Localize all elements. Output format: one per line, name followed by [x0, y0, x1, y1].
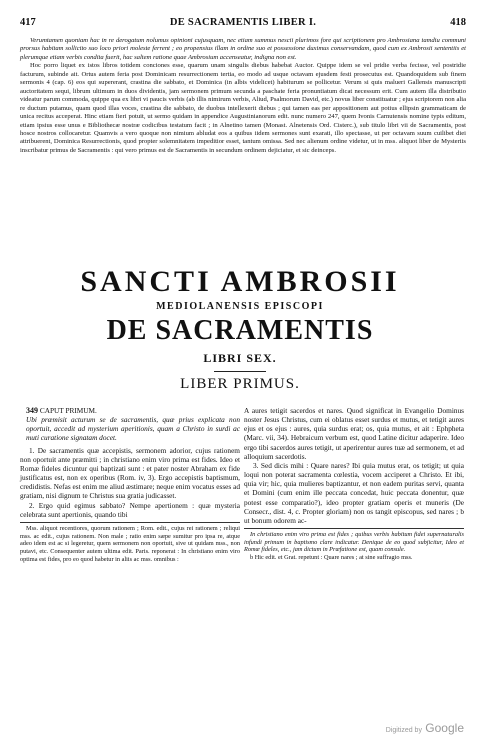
footnote: In christiano enim viro prima est fides ; quibus verbis habitum fidei supernaturalis infundi primum in baptismo clare indicatur. Denique de eo quod subjicitur, Ideo et Romæ fideles, etc., jam dictum in Præfatione est, quam consule.: [244, 531, 464, 554]
body-paragraph: A aures tetigit sacerdos et nares. Quod significat in Evangelio Dominus noster Jesus Christus, cum ei oblatus esset surdus et mutus, et tetigit aures ejus et os ejus : aures, quia surdus erat; os, quia mutus, et ait : Ephpheta (Marc. vii, 34). Hebraicum verbum est, quod Latine dicitur adaperire. Ideo ergo tibi sacerdos aures tetigit, ut aperirentur aures tuæ ad sermonem, et ad alloquium sacerdotis.: [244, 406, 464, 461]
right-column: [244, 406, 464, 562]
chapter-label: CAPUT PRIMUM.: [39, 406, 97, 415]
body-paragraph: 3. Sed dicis mihi : Quare nares? Ibi quia mutus erat, os tetigit; ut quia loqui non poterat sacramenta cœlestia, vocem acciperet a Christo. Et ibi, quia vir; hic, quia mulieres baptizantur, et non eadem puritas servi, quanta et Domini (cum enim ille peccata concedat, huic peccata donentur, quæ potest esse comparatio?), ideo propter gratiam operis et muneris (De Consecr., dist. 4, c. Propter gloriam) non os tangit episcopus, sed nares ; b ut bonum odorem ac-: [244, 460, 464, 525]
author-subtitle: MEDIOLANENSIS EPISCOPI: [156, 301, 324, 312]
page-number-right: 418: [450, 17, 466, 28]
watermark-prefix: Digitized by: [385, 727, 422, 734]
footnote-divider: [20, 522, 240, 523]
title-divider: [214, 371, 266, 372]
google-watermark: [386, 721, 464, 735]
body-paragraph: 2. Ergo quid egimus sabbato? Nempe apertionem : quæ mysteria celebrata sunt apertionis, quando tibi: [20, 500, 240, 519]
footnote: Mss. aliquot recentiores, quorum rationem ; Rom. edit., cujus rei rationem ; reliqui mss. ac edit., cujus rationem. Non male ; ratio enim sæpe sumitur pro ipsa re, atque adeo idem est ac si legeretur, quem sermonem non oportuit, sive ut quidam mss., non putavi, etc. Consequenter autem ultima edit. Paris. reponerat : In christiano enim viro optima est fides, pro eo quod habetur in aliis ac mss. omnibus :: [20, 524, 240, 563]
intro-paragraph: Verumtamen quoniam hac in re derogatum nolumus opinioni cujusquam, nec etiam summus nescii plurimos fore qui scriptionem pro Ambrosiana tamdiu communi prorsus habitam sollicito suo loco priori moleste ferrent ; eo propensius illam in ordine suo et possessione duximus conservandam, quod cum ex Ambrosii sententiis et plerumque etiam verbis condita fuerit, hac saltem ratione quae Ambrosium accenseatur, indigna non est.: [20, 37, 466, 61]
body-paragraph: 1. De sacramentis quæ accepistis, sermonem adorior, cujus rationem non oportuit ante præmitti ; in christiano enim viro prima est fides. Ideo et Romæ fideles dicuntur qui baptizati sunt : et pater noster Abraham ex fide justificatus est, non ex operibus (Rom. iv, 3). Ergo accepistis baptismum, credidistis. Nefas est enim me aliud æstimare; neque enim vocatus esses ad gratiam, nisi dignum te Christus sua gratia judicasset.: [20, 445, 240, 501]
intro-paragraph: Hoc porro liquet ex istos libros totidem conciones esse, quarum unam singulis diebus habebat Auctor. Quippe idem se vel pridie verba fecisse, vel postridie facturum, subinde ait. Ortus autem feria post Dominicam resurrectionem tertia, eo modo ad usque octavam ejusdem festi prosecutus est. Quandoquidem sub finem sermonis 4 (cap. 6) eos qui supererant, crastina die sabbato, et Dominica (in albis videlicet) habiturum se pollicetur. Verum si quis malueri Gallensis manuscripti auctoritatem sequi, librum ultimum in duos dividentis, jam sermonem primum secunda a paschate feria pronuntiatum dicat necessum erit. Cum autem illa distributio videatur parum commoda, quippe qua ex libri vi paucis verbis (ab illis nimirum verbis, Aliud, Psalmorum David, etc.) novus liber constituatur ; ejus scriptorem non alia re ductum putamus, quam quod illas voces, crastina die sabbato, de duobus intellexerit diebus ; qui tamen eas per appositionem aut potius ellipsin grammaticam de unica recitus acceperat. Hinc etiam fieri potuit, ut sermo quidam in appendice Augustinianorum edit. nunc numero 247, quem Ivonis Carnutensis nomine typis editum, etiam ipsius esse unus e Bibliothecæ nostræ codicibus testatum facit ; in Alnetino tamen (Monast. Alnetensis Ord. Cisterc.), sub titulo libri vii de Sacramentis, post hosce nostros collocaretur. Quamvis a vero quoque non nimium abludat eos a quibus iidem sermones sunt exarati, illo spectasse, ut per octavam suum cuilibet diei attribuerent, Dominica Resurrectionis, quod propter solemnitatem impeditior esset, tantum omissa. Sed nec alienum ordine videtur, ut in mss. aliquot liber de Mysteriis inscribatur primus de Sacramentis : qui vero primus est de Sacramentis in secundum ordinem dejiciatur, et sic deinceps.: [20, 62, 466, 154]
watermark-brand: Google: [425, 721, 464, 735]
running-title: DE SACRAMENTIS LIBER I.: [169, 17, 317, 28]
chapter-heading: [26, 406, 240, 415]
left-column: [20, 406, 240, 563]
footnote: b Hic edit. et Grat. repetunt : Quare nares ; at sine suffragio mss.: [250, 554, 413, 562]
footnote-divider: [244, 528, 464, 529]
column-number: 349: [26, 406, 38, 415]
books-count: LIBRI SEX.: [203, 351, 277, 365]
page-number-left: 417: [20, 17, 36, 28]
introductory-note: [20, 37, 466, 155]
book-heading: LIBER PRIMUS.: [180, 376, 300, 392]
page-header: [20, 17, 466, 31]
work-author-title: SANCTI AMBROSII: [80, 265, 400, 298]
chapter-summary: Ubi præmisit acturum se de sacramentis, quæ prius explicata non oportuit, accedit ad mysterium aperitionis, quam a Christo in surdi ac muti curatione signatam docet.: [26, 415, 240, 443]
work-title: DE SACRAMENTIS: [106, 315, 374, 346]
